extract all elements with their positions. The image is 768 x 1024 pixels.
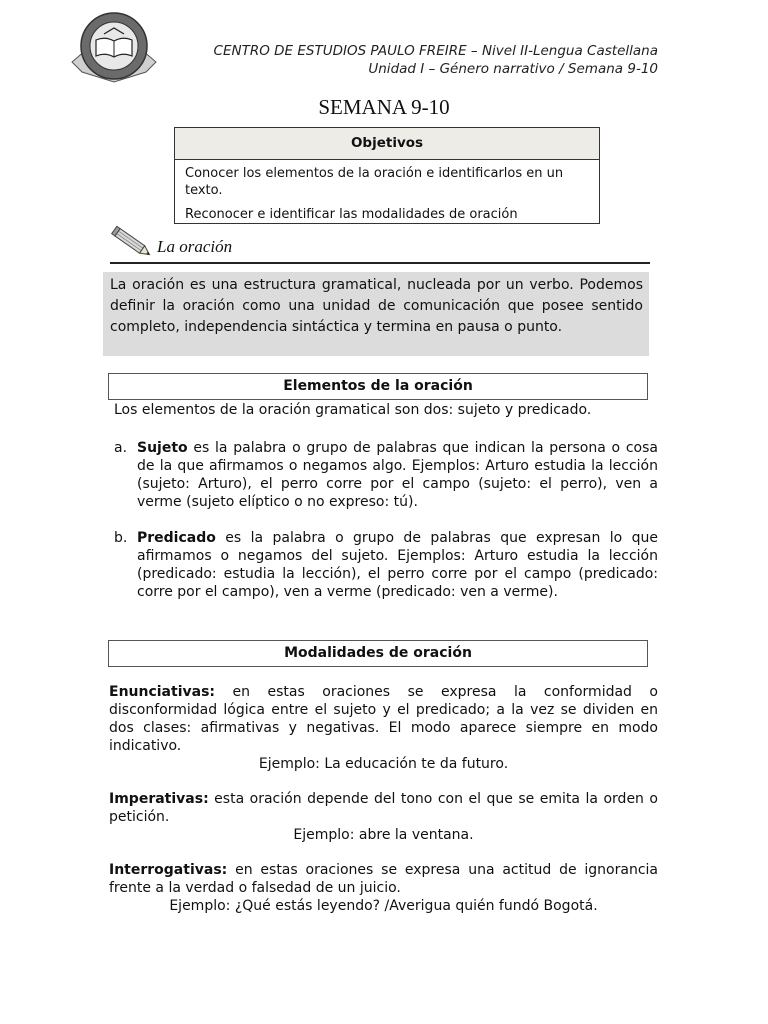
- pencil-icon: [108, 223, 156, 263]
- list-marker: a.: [114, 440, 128, 456]
- term-definition: en estas oraciones se expresa una actitud de ignorancia frente a la verdad o falsedad de un juicio.: [109, 862, 658, 896]
- institution-name: CENTRO DE ESTUDIOS PAULO FREIRE: [213, 43, 467, 59]
- modality-paragraph: [109, 790, 658, 844]
- section-divider: [110, 262, 650, 264]
- term-definition: esta oración depende del tono con el que se emita la orden o petición.: [109, 791, 658, 825]
- modality-paragraph: [109, 861, 658, 915]
- term: Interrogativas:: [109, 862, 228, 878]
- course-level: – Nivel II-Lengua Castellana: [466, 43, 658, 59]
- objective-item: Reconocer e identificar las modalidades de oración: [185, 207, 518, 222]
- term-definition: en estas oraciones se expresa la conformidad o disconformidad lógica entre el sujeto y el predicado; a la vez se dividen en dos clases: afirmativas y negativas. El modo aparece siempre en modo indicativo.: [109, 684, 658, 754]
- institution-header: [214, 43, 658, 59]
- term: Enunciativas:: [109, 684, 216, 700]
- elements-intro: Los elementos de la oración gramatical son dos: sujeto y predicado.: [114, 402, 592, 418]
- elements-heading: Elementos de la oración: [108, 373, 648, 400]
- list-marker: b.: [114, 530, 128, 546]
- objectives-heading: Objetivos: [175, 128, 599, 160]
- example-line: Ejemplo: La educación te da futuro.: [258, 756, 509, 772]
- modalities-heading: Modalidades de oración: [108, 640, 648, 667]
- definition-box: La oración es una estructura gramatical, nucleada por un verbo. Podemos definir la oración como una unidad de comunicación que posee sentido completo, independencia sintáctica y termina en pausa o punto.: [103, 272, 649, 356]
- list-item: [114, 439, 658, 511]
- term-definition: es la palabra o grupo de palabras que expresan lo que afirmamos o negamos del sujeto. Ejemplos: Arturo estudia la lección (predicado: estudia la lección), el perro corre por el campo (predicado: corre por el campo), ven a verme (predicado: ven a verme).: [137, 530, 658, 600]
- term: Imperativas:: [109, 791, 209, 807]
- term: Sujeto: [137, 440, 188, 456]
- objective-item: Conocer los elementos de la oración e identificarlos en un texto.: [185, 166, 564, 198]
- section-title: La oración: [157, 237, 233, 256]
- unit-line: Unidad I – Género narrativo / Semana 9-10: [368, 61, 658, 77]
- term-definition: es la palabra o grupo de palabras que indican la persona o cosa de la que afirmamos o negamos algo. Ejemplos: Arturo estudia la lección (sujeto: Arturo), el perro corre por el campo (sujeto: el perro), ven a verme (sujeto elíptico o no expreso: tú).: [137, 440, 658, 510]
- objectives-box: [174, 127, 600, 224]
- page-title: SEMANA 9-10: [318, 95, 450, 119]
- objectives-list: [175, 160, 599, 223]
- school-logo: [66, 10, 162, 86]
- example-line: Ejemplo: ¿Qué estás leyendo? /Averigua quién fundó Bogotá.: [169, 898, 598, 914]
- example-line: Ejemplo: abre la ventana.: [293, 827, 474, 843]
- modality-paragraph: [109, 683, 658, 773]
- term: Predicado: [137, 530, 216, 546]
- list-item: [114, 529, 658, 601]
